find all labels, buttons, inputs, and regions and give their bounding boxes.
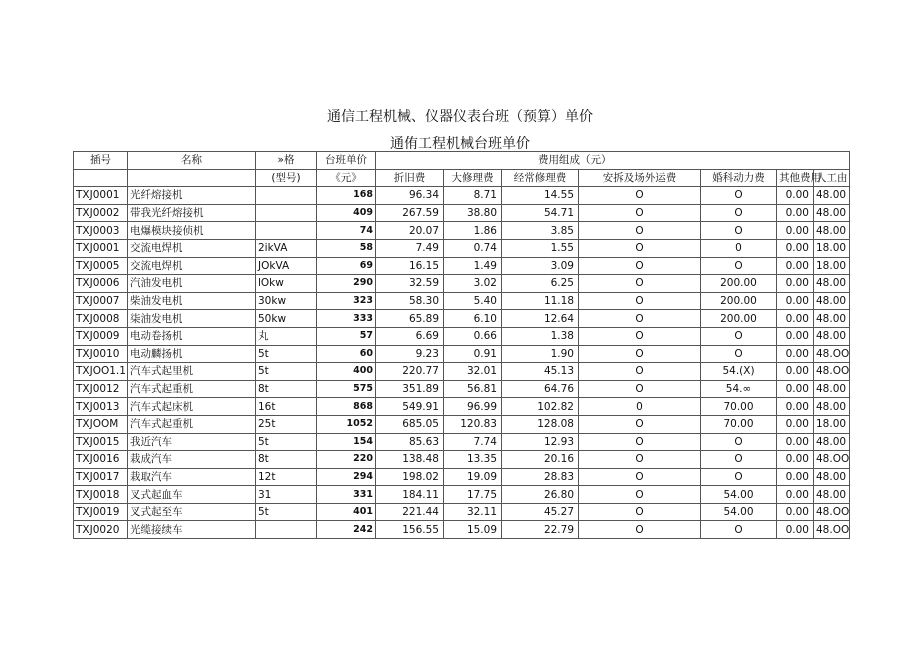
cell-regular-repair: 1.38 [502,327,579,345]
cell-code: TXJ0002 [74,204,128,222]
cell-spec: 50kw [256,310,317,328]
cell-spec: 30kw [256,292,317,310]
cell-code: TXJ0019 [74,503,128,521]
cell-fuel-power: 200.00 [701,275,777,293]
cell-labor: 48.00 [814,468,850,486]
cell-regular-repair: 6.25 [502,275,579,293]
header-install-transport: 安拆及场外运费 [579,169,701,187]
cell-other: 0.00 [777,239,814,257]
cell-install-transport: O [579,380,701,398]
cell-depreciation: 6.69 [376,327,444,345]
cell-name: 柒油发电机 [128,310,256,328]
cell-code: TXJ0009 [74,327,128,345]
cell-overhaul: 96.99 [444,398,502,416]
cell-regular-repair: 3.85 [502,222,579,240]
cell-depreciation: 32.59 [376,275,444,293]
cell-price: 220 [317,451,376,469]
cell-name: 栽取汽车 [128,468,256,486]
table-row [74,204,850,222]
cell-name: 叉式起血车 [128,486,256,504]
cell-code: TXJ0013 [74,398,128,416]
cell-name: 交流电焊机 [128,239,256,257]
cell-regular-repair: 1.55 [502,239,579,257]
cell-name: 电爆模块接侦机 [128,222,256,240]
cell-overhaul: 0.91 [444,345,502,363]
cell-price: 58 [317,239,376,257]
cell-price: 323 [317,292,376,310]
table-row [74,292,850,310]
cell-overhaul: 5.40 [444,292,502,310]
header-cost-group [376,152,850,170]
cell-labor: 18.00 [814,415,850,433]
cell-spec [256,187,317,205]
cell-code: TXJ0020 [74,521,128,539]
cell-spec [256,521,317,539]
cell-depreciation: 16.15 [376,257,444,275]
cell-other: 0.00 [777,222,814,240]
cell-regular-repair: 102.82 [502,398,579,416]
cell-labor: 48.00 [814,187,850,205]
cell-fuel-power: O [701,521,777,539]
cell-depreciation: 549.91 [376,398,444,416]
cell-fuel-power: O [701,257,777,275]
cell-name: 带我光纤熔接机 [128,204,256,222]
cell-install-transport: O [579,345,701,363]
cell-labor: 48.00 [814,486,850,504]
table-row [74,222,850,240]
cell-labor: 48.OO [814,451,850,469]
cell-depreciation: 221.44 [376,503,444,521]
cell-regular-repair: 45.27 [502,503,579,521]
cell-price: 168 [317,187,376,205]
cell-price: 74 [317,222,376,240]
cell-spec: JOkVA [256,257,317,275]
cell-other: 0.00 [777,327,814,345]
table-row [74,363,850,381]
cell-install-transport: O [579,310,701,328]
cell-labor: 48.00 [814,222,850,240]
table-row [74,398,850,416]
cell-depreciation: 156.55 [376,521,444,539]
cell-depreciation: 7.49 [376,239,444,257]
cell-code: TXJ0006 [74,275,128,293]
cell-install-transport: O [579,187,701,205]
cell-regular-repair: 1.90 [502,345,579,363]
cell-code: TXJ0005 [74,257,128,275]
cell-regular-repair: 26.80 [502,486,579,504]
cell-install-transport: O [579,433,701,451]
cell-price: 401 [317,503,376,521]
cell-other: 0.00 [777,310,814,328]
cell-price: 400 [317,363,376,381]
cell-depreciation: 685.05 [376,415,444,433]
cell-fuel-power: O [701,433,777,451]
cell-price: 575 [317,380,376,398]
cell-price: 154 [317,433,376,451]
cell-install-transport: O [579,451,701,469]
cell-price: 868 [317,398,376,416]
header-overhaul: 大修理费 [444,169,502,187]
cell-labor: 48.00 [814,433,850,451]
cell-overhaul: 56.81 [444,380,502,398]
cell-install-transport: O [579,239,701,257]
cell-other: 0.00 [777,521,814,539]
cell-code: TXJ0010 [74,345,128,363]
cell-regular-repair: 3.09 [502,257,579,275]
cell-install-transport: O [579,415,701,433]
cell-regular-repair: 64.76 [502,380,579,398]
cell-install-transport: 0 [579,398,701,416]
cell-labor: 48.00 [814,204,850,222]
cell-fuel-power: O [701,327,777,345]
cell-labor: 48.00 [814,398,850,416]
cell-name: 汽车式起重机 [128,415,256,433]
cell-install-transport: O [579,486,701,504]
table-row [74,451,850,469]
cell-fuel-power: 54.00 [701,503,777,521]
cell-name: 我近汽车 [128,433,256,451]
header-regular-repair: 经常修理费 [502,169,579,187]
cell-name: 电动卷扬机 [128,327,256,345]
cell-price: 60 [317,345,376,363]
cell-name: 栽成汽车 [128,451,256,469]
cell-overhaul: 13.35 [444,451,502,469]
cell-other: 0.00 [777,415,814,433]
header-labor: 人工由 [814,169,850,187]
cell-fuel-power: O [701,204,777,222]
cell-overhaul: 7.74 [444,433,502,451]
cell-spec: 12t [256,468,317,486]
cell-fuel-power: 200.00 [701,292,777,310]
cell-overhaul: 0.74 [444,239,502,257]
cell-spec [256,204,317,222]
header-row-1 [74,152,850,170]
cell-install-transport: O [579,257,701,275]
header-row-2 [74,169,850,187]
cell-labor: 48.00 [814,292,850,310]
header-cost-right: 用组成（元） [548,154,612,167]
cell-other: 0.00 [777,451,814,469]
cell-install-transport: O [579,327,701,345]
table-row [74,327,850,345]
cell-labor: 48.OO [814,345,850,363]
cell-fuel-power: 70.00 [701,398,777,416]
cell-price: 242 [317,521,376,539]
cell-overhaul: 120.83 [444,415,502,433]
cell-overhaul: 6.10 [444,310,502,328]
cell-code: TXJ0007 [74,292,128,310]
table-title: 通侑工程机械台班单价 [390,136,530,152]
table-row [74,433,850,451]
cell-depreciation: 65.89 [376,310,444,328]
cell-code: TXJ0012 [74,380,128,398]
cell-name: 柴油发电机 [128,292,256,310]
header-code: 插号 [74,152,128,170]
cell-code: TXJOO1.1 [74,363,128,381]
cell-install-transport: O [579,222,701,240]
cell-overhaul: 0.66 [444,327,502,345]
cell-labor: 48.00 [814,275,850,293]
cell-labor: 48.OO [814,363,850,381]
cell-labor: 48.00 [814,327,850,345]
table-row [74,521,850,539]
cell-name: 汽油发电机 [128,275,256,293]
cell-overhaul: 1.49 [444,257,502,275]
cell-depreciation: 138.48 [376,451,444,469]
table-row [74,380,850,398]
cell-other: 0.00 [777,468,814,486]
cell-depreciation: 267.59 [376,204,444,222]
header-fuel-power: 婚科动力费 [701,169,777,187]
header-price-top: 台班单价 [317,152,376,170]
cell-other: 0.00 [777,398,814,416]
header-spec-top: »格 [256,152,317,170]
cell-install-transport: O [579,363,701,381]
cell-spec: 2ikVA [256,239,317,257]
cell-other: 0.00 [777,433,814,451]
cell-spec: 丸 [256,327,317,345]
cell-name: 光缆接续车 [128,521,256,539]
cell-overhaul: 3.02 [444,275,502,293]
cell-code: TXJ0015 [74,433,128,451]
cell-labor: 18.00 [814,257,850,275]
cell-fuel-power: O [701,187,777,205]
cell-spec: 8t [256,380,317,398]
cell-spec: 16t [256,398,317,416]
table-body [74,187,850,539]
cell-overhaul: 15.09 [444,521,502,539]
cell-name: 汽车式起床机 [128,398,256,416]
table-row [74,415,850,433]
cell-name: 光纤熔接机 [128,187,256,205]
cell-name: 叉式起至车 [128,503,256,521]
cell-fuel-power: 54.00 [701,486,777,504]
cell-labor: 48.OO [814,503,850,521]
cell-overhaul: 32.01 [444,363,502,381]
cell-labor: 48.OO [814,521,850,539]
cell-code: TXJ0001 [74,239,128,257]
cell-regular-repair: 54.71 [502,204,579,222]
cell-fuel-power: O [701,222,777,240]
cell-price: 57 [317,327,376,345]
cell-spec: 25t [256,415,317,433]
table-row [74,275,850,293]
header-price-bottom: 《元》 [317,169,376,187]
cell-install-transport: O [579,503,701,521]
cell-other: 0.00 [777,363,814,381]
cell-code: TXJ0001 [74,187,128,205]
page-title: 通信工程机械、仪器仪表台班（预算）单价 [327,109,593,125]
cell-name: 交流电焊机 [128,257,256,275]
cell-name: 汽车式起重机 [128,380,256,398]
cell-depreciation: 9.23 [376,345,444,363]
cell-overhaul: 19.09 [444,468,502,486]
table-row [74,310,850,328]
cell-price: 333 [317,310,376,328]
cell-price: 331 [317,486,376,504]
cell-overhaul: 1.86 [444,222,502,240]
cell-labor: 48.00 [814,310,850,328]
header-name: 名称 [128,152,256,170]
table-row [74,187,850,205]
cell-other: 0.00 [777,187,814,205]
cell-fuel-power: 0 [701,239,777,257]
cell-regular-repair: 12.93 [502,433,579,451]
cell-regular-repair: 45.13 [502,363,579,381]
cell-other: 0.00 [777,292,814,310]
cell-price: 290 [317,275,376,293]
cell-code: TXJOOM [74,415,128,433]
cell-spec [256,222,317,240]
cell-regular-repair: 128.08 [502,415,579,433]
cell-code: TXJ0016 [74,451,128,469]
header-cost-left: 费 [538,154,549,167]
cell-overhaul: 17.75 [444,486,502,504]
cell-name: 汽车式起里机 [128,363,256,381]
cell-other: 0.00 [777,380,814,398]
cell-overhaul: 8.71 [444,187,502,205]
cell-other: 0.00 [777,257,814,275]
cell-regular-repair: 28.83 [502,468,579,486]
cell-other: 0.00 [777,503,814,521]
cell-price: 409 [317,204,376,222]
header-depreciation: 折旧费 [376,169,444,187]
cell-depreciation: 198.02 [376,468,444,486]
cell-fuel-power: 200.00 [701,310,777,328]
cell-other: 0.00 [777,345,814,363]
cell-install-transport: O [579,521,701,539]
cell-spec: 5t [256,433,317,451]
cell-fuel-power: O [701,451,777,469]
cell-overhaul: 32.11 [444,503,502,521]
cell-spec: 5t [256,345,317,363]
cell-regular-repair: 20.16 [502,451,579,469]
header-spec-bottom: (型号) [256,169,317,187]
cell-code: TXJ0008 [74,310,128,328]
machinery-price-table [73,151,850,539]
cell-depreciation: 351.89 [376,380,444,398]
table-row [74,468,850,486]
cell-fuel-power: 54.∞ [701,380,777,398]
cell-code: TXJ0003 [74,222,128,240]
cell-install-transport: O [579,204,701,222]
table-row [74,486,850,504]
cell-labor: 48.00 [814,380,850,398]
cell-depreciation: 184.11 [376,486,444,504]
cell-fuel-power: 54.(X) [701,363,777,381]
cell-spec: 5t [256,503,317,521]
cell-code: TXJ0017 [74,468,128,486]
cell-install-transport: O [579,292,701,310]
cell-spec: 5t [256,363,317,381]
table-row [74,257,850,275]
cell-name: 电动麟扬机 [128,345,256,363]
cell-regular-repair: 14.55 [502,187,579,205]
cell-spec: lOkw [256,275,317,293]
cell-depreciation: 96.34 [376,187,444,205]
cell-regular-repair: 12.64 [502,310,579,328]
table-row [74,503,850,521]
cell-fuel-power: O [701,345,777,363]
cell-other: 0.00 [777,204,814,222]
cell-depreciation: 85.63 [376,433,444,451]
cell-fuel-power: 70.00 [701,415,777,433]
cell-spec: 8t [256,451,317,469]
cell-fuel-power: O [701,468,777,486]
cell-depreciation: 58.30 [376,292,444,310]
cell-overhaul: 38.80 [444,204,502,222]
cell-price: 294 [317,468,376,486]
cell-spec: 31 [256,486,317,504]
cell-price: 1052 [317,415,376,433]
cell-code: TXJ0018 [74,486,128,504]
header-other: 其他费用 [777,169,814,187]
cell-labor: 18.00 [814,239,850,257]
table-row [74,239,850,257]
cell-other: 0.00 [777,486,814,504]
cell-depreciation: 220.77 [376,363,444,381]
cell-install-transport: O [579,468,701,486]
cell-install-transport: O [579,275,701,293]
cell-regular-repair: 22.79 [502,521,579,539]
cell-depreciation: 20.07 [376,222,444,240]
cell-regular-repair: 11.18 [502,292,579,310]
cell-price: 69 [317,257,376,275]
cell-other: 0.00 [777,275,814,293]
table-row [74,345,850,363]
